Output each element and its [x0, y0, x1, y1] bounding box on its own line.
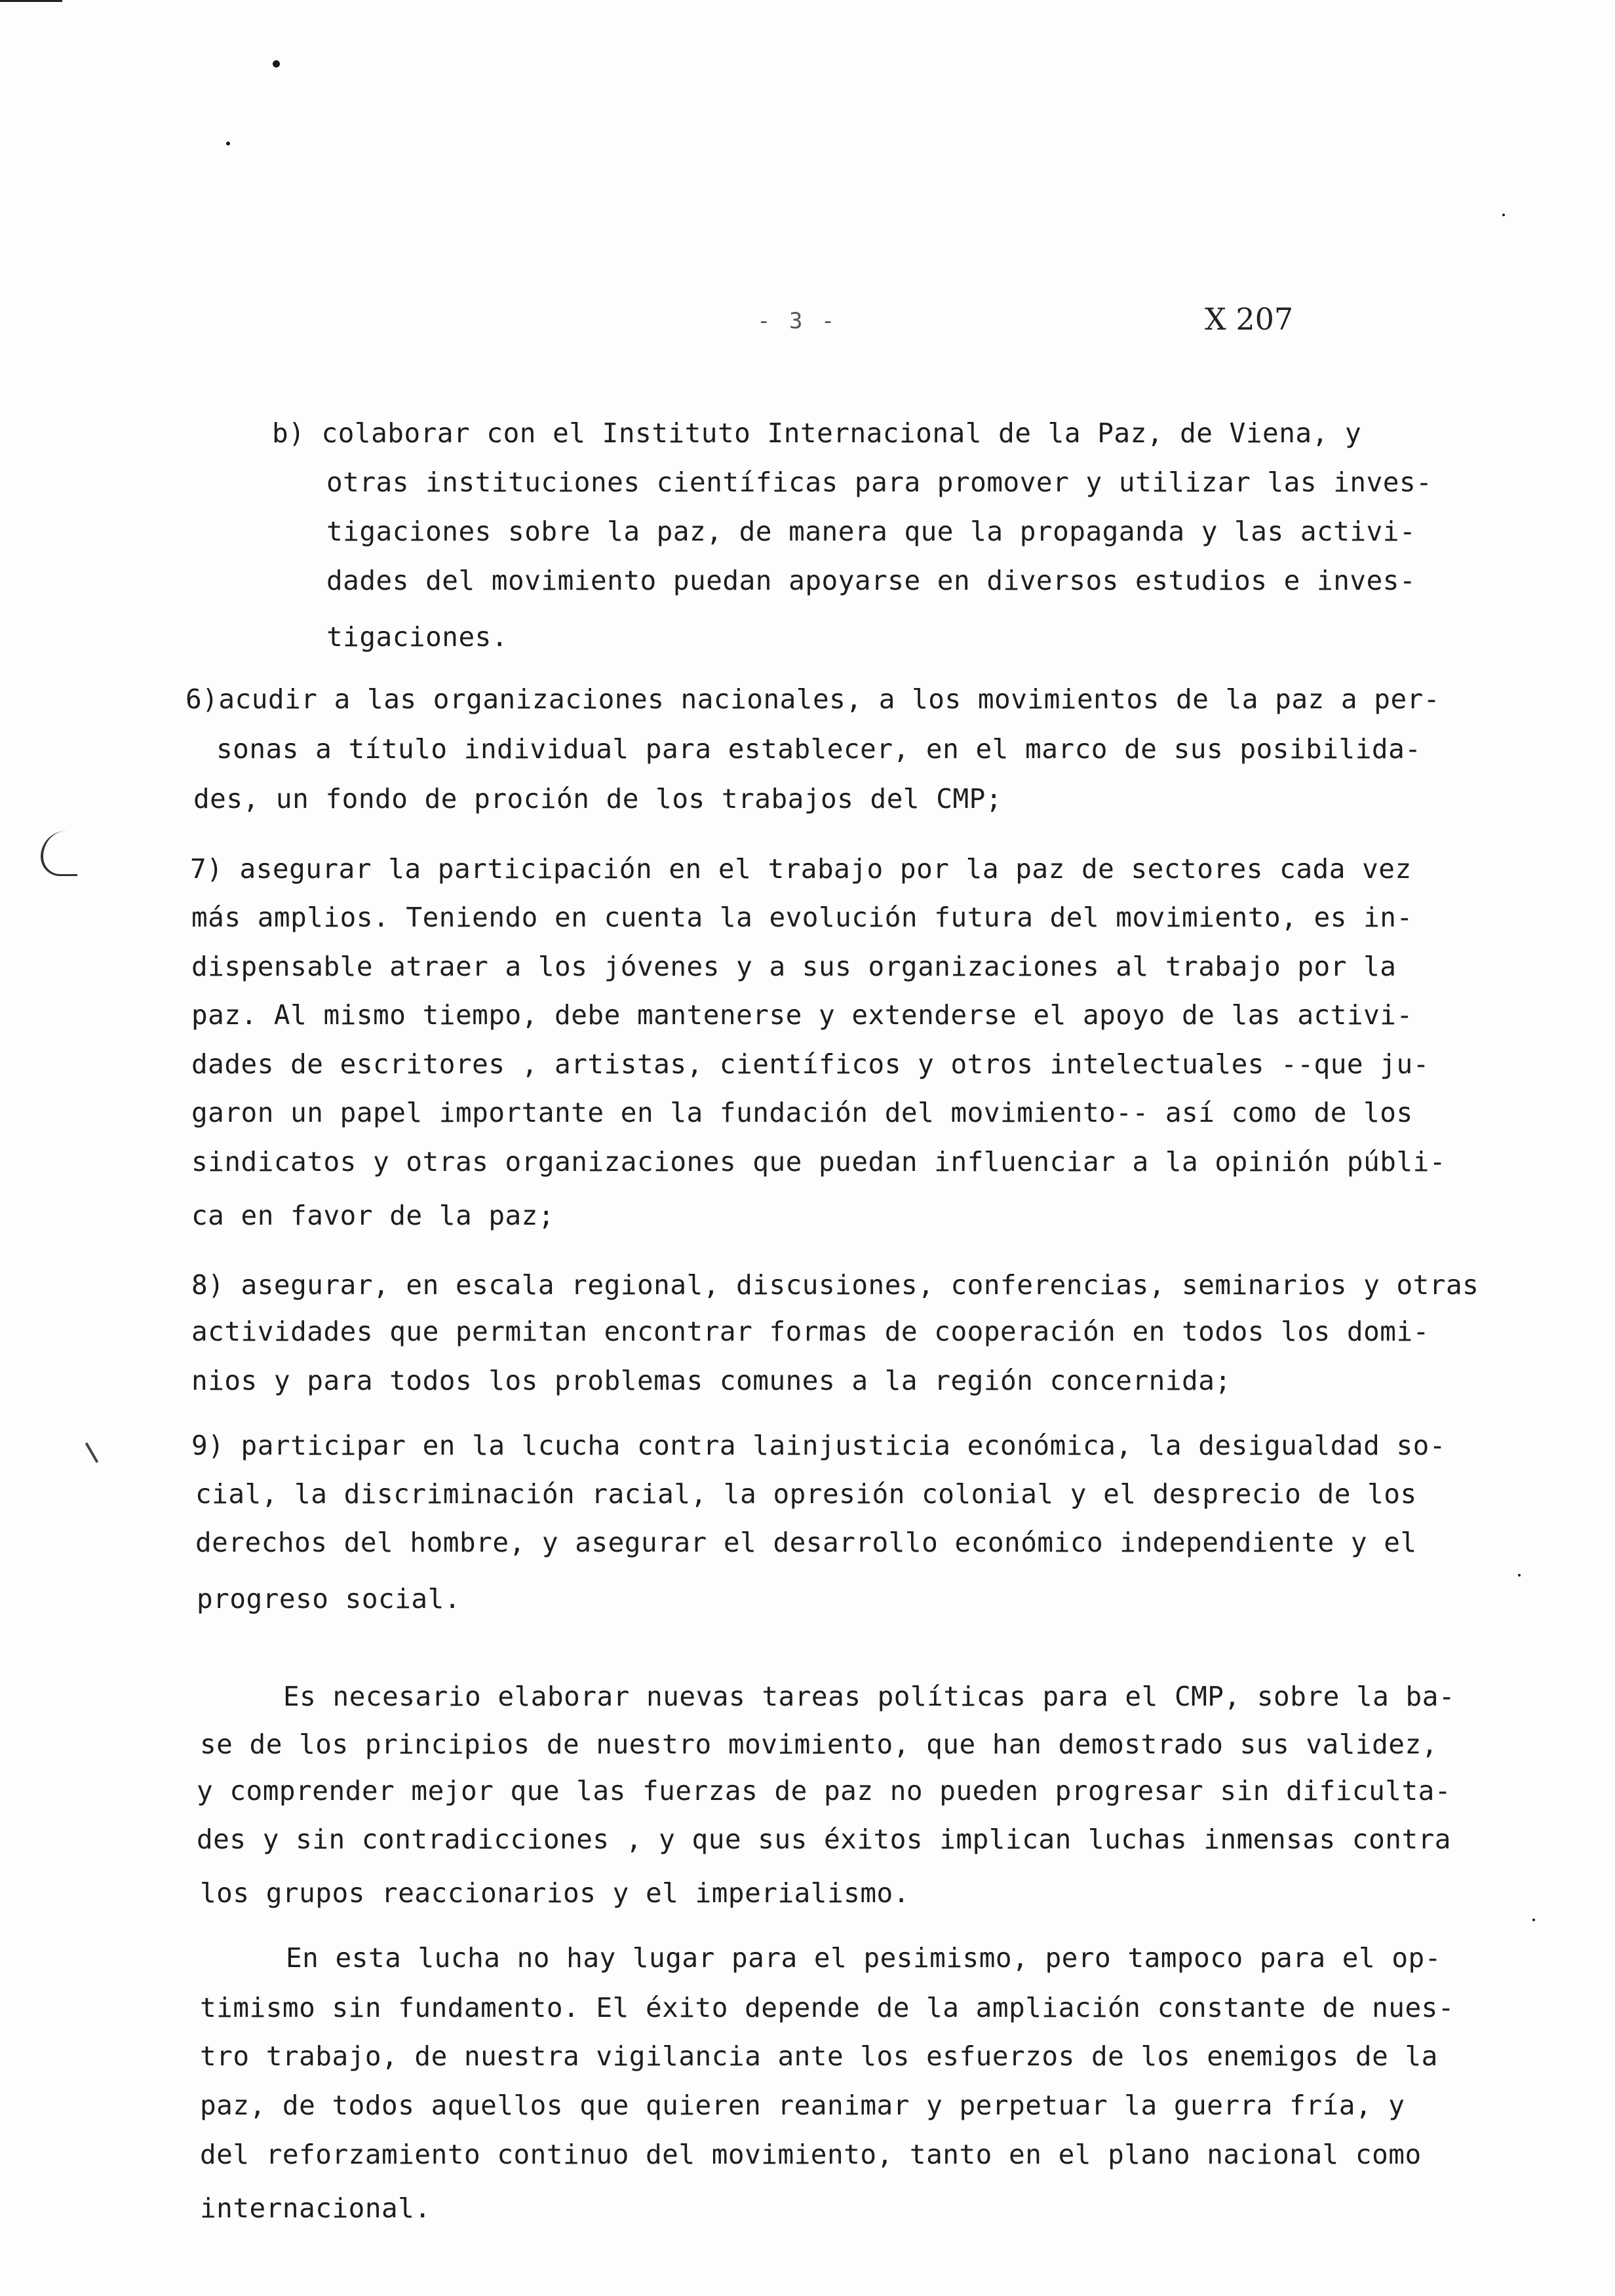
text-line: dades de escritores , artistas, científicos y otros intelectuales --que ju-: [191, 1048, 1430, 1080]
text-line: cial, la discriminación racial, la opresión colonial y el desprecio de los: [195, 1478, 1417, 1510]
text-line: 6)acudir a las organizaciones nacionales, a los movimientos de la paz a per-: [185, 683, 1440, 715]
text-line: y comprender mejor que las fuerzas de paz no pueden progresar sin dificulta-: [197, 1775, 1451, 1807]
text-line: progreso social.: [197, 1583, 461, 1615]
text-line: 7) asegurar la participación en el trabajo por la paz de sectores cada vez: [190, 853, 1412, 885]
ink-dot: [273, 60, 280, 67]
text-line: internacional.: [200, 2192, 431, 2224]
ink-speck: [1532, 1919, 1535, 1921]
text-line: 9) participar en la lcucha contra lainjusticia económica, la desigualdad so-: [191, 1430, 1446, 1461]
text-line: ca en favor de la paz;: [191, 1200, 555, 1231]
top-edge-rule: [0, 0, 62, 2]
ink-speck: [226, 142, 230, 145]
margin-tick-mark: [85, 1442, 98, 1463]
text-line: 8) asegurar, en escala regional, discusiones, conferencias, seminarios y otras: [191, 1269, 1479, 1301]
text-line: actividades que permitan encontrar formas de cooperación en todos los domi-: [191, 1316, 1430, 1347]
text-line: otras instituciones científicas para promover y utilizar las inves-: [326, 467, 1433, 498]
text-line: timismo sin fundamento. El éxito depende de la ampliación constante de nues-: [200, 1992, 1454, 2023]
text-line: tigaciones.: [326, 621, 509, 653]
text-line: En esta lucha no hay lugar para el pesimismo, pero tampoco para el op-: [286, 1942, 1441, 1974]
text-line: del reforzamiento continuo del movimiento, tanto en el plano nacional como: [200, 2139, 1422, 2170]
ink-speck: [1502, 214, 1505, 216]
text-line: paz. Al mismo tiempo, debe mantenerse y extenderse el apoyo de las activi-: [191, 999, 1413, 1031]
text-line: dades del movimiento puedan apoyarse en diversos estudios e inves-: [326, 565, 1416, 596]
text-line: paz, de todos aquellos que quieren reanimar y perpetuar la guerra fría, y: [200, 2090, 1405, 2121]
document-reference: X 207: [1205, 301, 1294, 337]
text-line: dispensable atraer a los jóvenes y a sus organizaciones al trabajo por la: [191, 951, 1397, 982]
text-line: tigaciones sobre la paz, de manera que la propaganda y las activi-: [326, 516, 1416, 547]
text-line: derechos del hombre, y asegurar el desarrollo económico independiente y el: [195, 1527, 1417, 1558]
ink-speck: [1518, 1574, 1521, 1577]
text-line: tro trabajo, de nuestra vigilancia ante los esfuerzos de los enemigos de la: [200, 2040, 1438, 2072]
text-line: b) colaborar con el Instituto Internacional de la Paz, de Viena, y: [272, 417, 1362, 449]
page-number: - 3 -: [757, 308, 838, 334]
text-line: des y sin contradicciones , y que sus éxitos implican luchas inmensas contra: [197, 1824, 1451, 1855]
text-line: sindicatos y otras organizaciones que puedan influenciar a la opinión públi-: [191, 1146, 1446, 1177]
text-line: los grupos reaccionarios y el imperialismo.: [200, 1877, 910, 1909]
text-line: más amplios. Teniendo en cuenta la evolución futura del movimiento, es in-: [191, 902, 1413, 933]
text-line: garon un papel importante en la fundación del movimiento-- así como de los: [191, 1097, 1413, 1128]
margin-bracket-mark: [41, 831, 77, 876]
text-line: nios y para todos los problemas comunes a la región concernida;: [191, 1365, 1232, 1396]
text-line: des, un fondo de proción de los trabajos del CMP;: [193, 783, 1003, 814]
text-line: Es necesario elaborar nuevas tareas políticas para el CMP, sobre la ba-: [283, 1681, 1456, 1712]
text-line: se de los principios de nuestro movimiento, que han demostrado sus validez,: [200, 1729, 1438, 1760]
text-line: sonas a título individual para establecer, en el marco de sus posibilida-: [216, 733, 1422, 765]
